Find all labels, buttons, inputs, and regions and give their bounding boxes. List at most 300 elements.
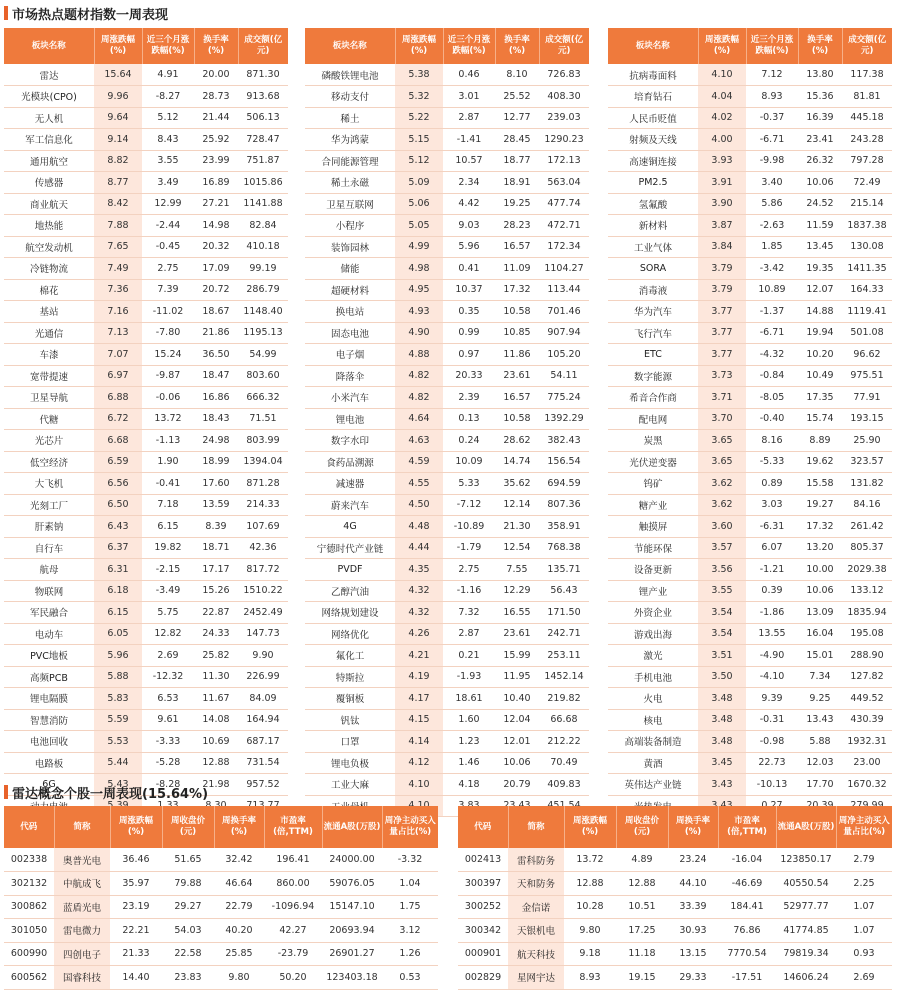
table-cell: 3.65 — [698, 451, 746, 473]
column-header: 板块名称 — [608, 28, 698, 64]
table-cell: 7770.54 — [718, 942, 776, 966]
table-cell: 20693.94 — [322, 919, 382, 943]
table-cell: 特斯拉 — [305, 666, 395, 688]
table-row — [608, 258, 892, 280]
table-cell: 9.18 — [564, 942, 616, 966]
table-cell: 123850.17 — [776, 848, 836, 872]
table-cell: 3.48 — [698, 688, 746, 710]
table-row — [608, 516, 892, 538]
table-cell: PM2.5 — [608, 172, 698, 194]
table-cell: 11.30 — [194, 666, 238, 688]
table-row — [305, 473, 589, 495]
table-cell: -16.04 — [718, 848, 776, 872]
table-cell: 25.52 — [495, 86, 539, 108]
table-header-row — [4, 28, 288, 64]
table-cell: 430.39 — [842, 709, 892, 731]
table-row — [4, 666, 288, 688]
table-cell: 26901.27 — [322, 942, 382, 966]
table-cell: 代糖 — [4, 408, 94, 430]
table-cell: 大飞机 — [4, 473, 94, 495]
table-cell: 731.54 — [238, 752, 288, 774]
column-header: 板块名称 — [305, 28, 395, 64]
table-cell: 数字能源 — [608, 365, 698, 387]
table-cell: 30.93 — [668, 919, 718, 943]
table-cell: 288.90 — [842, 645, 892, 667]
table-row — [4, 709, 288, 731]
table-cell: 3.48 — [698, 709, 746, 731]
table-cell: 3.87 — [698, 215, 746, 237]
table-cell: 4.10 — [698, 64, 746, 86]
column-header: 市盈率(倍,TTM) — [718, 806, 776, 848]
table-cell: 3.77 — [698, 344, 746, 366]
table-cell: -0.41 — [142, 473, 194, 495]
table-cell: 5.06 — [395, 193, 443, 215]
table-cell: 130.08 — [842, 236, 892, 258]
table-cell: 002413 — [458, 848, 508, 872]
table-cell: 19.25 — [495, 193, 539, 215]
table-cell: 501.08 — [842, 322, 892, 344]
table-cell: 15147.10 — [322, 895, 382, 919]
table-cell: 食药品溯源 — [305, 451, 395, 473]
table-cell: 12.77 — [495, 107, 539, 129]
table-cell: 航天科技 — [508, 942, 564, 966]
table-cell: 728.47 — [238, 129, 288, 151]
table-cell: 19.15 — [616, 966, 668, 990]
table-cell: ETC — [608, 344, 698, 366]
table-cell: -2.15 — [142, 559, 194, 581]
table-cell: 975.51 — [842, 365, 892, 387]
table-cell: 79819.34 — [776, 942, 836, 966]
table-cell: 20.32 — [194, 236, 238, 258]
table-cell: 7.39 — [142, 279, 194, 301]
table-cell: 光通信 — [4, 322, 94, 344]
table-cell: 26.32 — [798, 150, 842, 172]
table-cell: 358.91 — [539, 516, 589, 538]
table-cell: -8.27 — [142, 86, 194, 108]
table-cell: -3.49 — [142, 580, 194, 602]
table-cell: 2.79 — [836, 848, 892, 872]
table-cell: 7.32 — [443, 602, 495, 624]
table-cell: 3.48 — [698, 731, 746, 753]
table-cell: 15.58 — [798, 473, 842, 495]
table-cell: 3.45 — [698, 752, 746, 774]
table-cell: 797.28 — [842, 150, 892, 172]
table-cell: 4.88 — [395, 344, 443, 366]
table-row — [305, 258, 589, 280]
table-cell: 商业航天 — [4, 193, 94, 215]
column-header: 成交额(亿元) — [842, 28, 892, 64]
table-cell: 3.79 — [698, 258, 746, 280]
table-cell: 22.87 — [194, 602, 238, 624]
table-cell: 28.73 — [194, 86, 238, 108]
table-cell: 车漆 — [4, 344, 94, 366]
table-cell: 18.71 — [194, 537, 238, 559]
table-cell: 16.39 — [798, 107, 842, 129]
table-cell: 奥普光电 — [54, 848, 110, 872]
table-cell: 10.85 — [495, 322, 539, 344]
table-cell: 3.91 — [698, 172, 746, 194]
table-row — [608, 301, 892, 323]
table-cell: -1.21 — [746, 559, 798, 581]
table-cell: 913.68 — [238, 86, 288, 108]
section-title-text: 雷达概念个股一周表现(15.64%) — [12, 786, 209, 802]
table-cell: 9.14 — [94, 129, 142, 151]
column-header: 成交额(亿元) — [539, 28, 589, 64]
table-row — [305, 752, 589, 774]
table-cell: 28.62 — [495, 430, 539, 452]
table-cell: 4.32 — [395, 580, 443, 602]
table-cell: 3.84 — [698, 236, 746, 258]
table-cell: 8.93 — [564, 966, 616, 990]
table-cell: 3.03 — [746, 494, 798, 516]
table-cell: 天银机电 — [508, 919, 564, 943]
table-cell: 糖产业 — [608, 494, 698, 516]
table-cell: 6.43 — [94, 516, 142, 538]
table-cell: -9.98 — [746, 150, 798, 172]
table-cell: 24.98 — [194, 430, 238, 452]
table-cell: 11.86 — [495, 344, 539, 366]
table-cell: 新材料 — [608, 215, 698, 237]
table-cell: 1119.41 — [842, 301, 892, 323]
table-cell: 9.96 — [94, 86, 142, 108]
table-cell: 302132 — [4, 872, 54, 896]
table-row — [608, 387, 892, 409]
table-row — [608, 537, 892, 559]
section-title-sector-index — [4, 3, 168, 23]
table-cell: 3.49 — [142, 172, 194, 194]
table-row — [305, 301, 589, 323]
table-row — [608, 322, 892, 344]
table-cell: 12.03 — [798, 752, 842, 774]
column-header: 周换手率(%) — [214, 806, 264, 848]
table-cell: 12.14 — [495, 494, 539, 516]
table-cell: 小程序 — [305, 215, 395, 237]
table-cell: 0.97 — [443, 344, 495, 366]
table-cell: 7.13 — [94, 322, 142, 344]
table-row — [305, 774, 589, 796]
table-cell: 5.44 — [94, 752, 142, 774]
table-cell: 54.03 — [162, 919, 214, 943]
column-header: 近三个月涨跌幅(%) — [443, 28, 495, 64]
table-cell: 地热能 — [4, 215, 94, 237]
table-row — [4, 301, 288, 323]
table-cell: 7.07 — [94, 344, 142, 366]
table-cell: 飞行汽车 — [608, 322, 698, 344]
table-cell: 96.62 — [842, 344, 892, 366]
table-cell: 5.15 — [395, 129, 443, 151]
table-cell: 6.68 — [94, 430, 142, 452]
table-cell: 1.46 — [443, 752, 495, 774]
table-cell: 网络优化 — [305, 623, 395, 645]
table-cell: 17.25 — [616, 919, 668, 943]
table-cell: -4.32 — [746, 344, 798, 366]
table-cell: 196.41 — [264, 848, 322, 872]
table-cell: 4.17 — [395, 688, 443, 710]
table-cell: 10.09 — [443, 451, 495, 473]
table-cell: -11.02 — [142, 301, 194, 323]
table-cell: 8.39 — [194, 516, 238, 538]
table-cell: 7.16 — [94, 301, 142, 323]
table-cell: 1837.38 — [842, 215, 892, 237]
table-cell: -6.71 — [746, 129, 798, 151]
column-header: 周涨跌幅(%) — [698, 28, 746, 64]
table-cell: 14.40 — [110, 966, 162, 990]
table-cell: 1394.04 — [238, 451, 288, 473]
table-cell: 锂产业 — [608, 580, 698, 602]
table-cell: 3.77 — [698, 301, 746, 323]
table-cell: 472.71 — [539, 215, 589, 237]
table-cell: 10.49 — [798, 365, 842, 387]
table-cell: 5.88 — [798, 731, 842, 753]
table-cell: 宁德时代产业链 — [305, 537, 395, 559]
table-row — [4, 258, 288, 280]
column-header: 周涨跌幅(%) — [110, 806, 162, 848]
table-cell: 4.89 — [616, 848, 668, 872]
table-cell: 19.62 — [798, 451, 842, 473]
table-cell: 172.34 — [539, 236, 589, 258]
table-cell: 751.87 — [238, 150, 288, 172]
table-row — [4, 193, 288, 215]
table-cell: 164.94 — [238, 709, 288, 731]
table-cell: 16.04 — [798, 623, 842, 645]
table-cell: 军民融合 — [4, 602, 94, 624]
table-cell: 477.74 — [539, 193, 589, 215]
table-row — [608, 494, 892, 516]
table-cell: -2.44 — [142, 215, 194, 237]
table-cell: 11.18 — [616, 942, 668, 966]
table-cell: 40550.54 — [776, 872, 836, 896]
table-cell: 19.35 — [798, 258, 842, 280]
column-header: 板块名称 — [4, 28, 94, 64]
table-cell: 18.67 — [194, 301, 238, 323]
table-cell: 4.15 — [395, 709, 443, 731]
table-row — [4, 430, 288, 452]
table-cell: 激光 — [608, 645, 698, 667]
table-cell: 5.96 — [443, 236, 495, 258]
table-cell: 射频及天线 — [608, 129, 698, 151]
table-cell: 0.24 — [443, 430, 495, 452]
table-row — [608, 731, 892, 753]
table-cell: 20.72 — [194, 279, 238, 301]
column-header: 周收盘价(元) — [162, 806, 214, 848]
table-cell: 蓝盾光电 — [54, 895, 110, 919]
table-cell: 184.41 — [718, 895, 776, 919]
table-cell: 4.64 — [395, 408, 443, 430]
table-row — [608, 645, 892, 667]
section-title-radar-stocks — [4, 782, 208, 802]
table-cell: 宽带提速 — [4, 365, 94, 387]
table-cell: 70.49 — [539, 752, 589, 774]
table-cell: 12.88 — [194, 752, 238, 774]
table-cell: 9.03 — [443, 215, 495, 237]
table-cell: 7.55 — [495, 559, 539, 581]
table-row — [4, 872, 438, 896]
table-cell: 123403.18 — [322, 966, 382, 990]
table-cell: 1452.14 — [539, 666, 589, 688]
table-cell: -10.13 — [746, 774, 798, 796]
table-cell: 9.61 — [142, 709, 194, 731]
table-row — [608, 64, 892, 86]
table-cell: 172.13 — [539, 150, 589, 172]
table-cell: -23.79 — [264, 942, 322, 966]
table-row — [608, 107, 892, 129]
table-cell: 600990 — [4, 942, 54, 966]
table-cell: 29.33 — [668, 966, 718, 990]
table-cell: 10.69 — [194, 731, 238, 753]
table-cell: 稀土永磁 — [305, 172, 395, 194]
table-cell: 通用航空 — [4, 150, 94, 172]
table-cell: 14.74 — [495, 451, 539, 473]
table-cell: 807.36 — [539, 494, 589, 516]
table-cell: 9.39 — [746, 688, 798, 710]
table-row — [4, 408, 288, 430]
table-row — [4, 172, 288, 194]
table-cell: 18.99 — [194, 451, 238, 473]
table-cell: PVC地板 — [4, 645, 94, 667]
table-cell: 14606.24 — [776, 966, 836, 990]
table-cell: 506.13 — [238, 107, 288, 129]
table-cell: 装饰园林 — [305, 236, 395, 258]
table-cell: 5.22 — [395, 107, 443, 129]
table-cell: 13.09 — [798, 602, 842, 624]
table-cell: -8.05 — [746, 387, 798, 409]
table-cell: 小米汽车 — [305, 387, 395, 409]
table-row — [305, 666, 589, 688]
table-cell: 2.87 — [443, 107, 495, 129]
table-cell: 18.91 — [495, 172, 539, 194]
table-cell: -0.98 — [746, 731, 798, 753]
table-cell: 口罩 — [305, 731, 395, 753]
table-row — [305, 64, 589, 86]
table-cell: 17.35 — [798, 387, 842, 409]
table-cell: 15.74 — [798, 408, 842, 430]
table-cell: 5.96 — [94, 645, 142, 667]
table-cell: 445.18 — [842, 107, 892, 129]
table-cell: 15.24 — [142, 344, 194, 366]
table-cell: 12.04 — [495, 709, 539, 731]
table-row — [305, 408, 589, 430]
table-row — [305, 709, 589, 731]
table-cell: 323.57 — [842, 451, 892, 473]
table-cell: 电子烟 — [305, 344, 395, 366]
column-header: 周涨跌幅(%) — [564, 806, 616, 848]
table-cell: 25.90 — [842, 430, 892, 452]
table-cell: 四创电子 — [54, 942, 110, 966]
table-cell: 0.89 — [746, 473, 798, 495]
table-cell: 23.19 — [110, 895, 162, 919]
table-cell: 219.82 — [539, 688, 589, 710]
table-cell: 23.00 — [842, 752, 892, 774]
table-cell: 666.32 — [238, 387, 288, 409]
table-cell: 18.61 — [443, 688, 495, 710]
table-cell: 15.64 — [94, 64, 142, 86]
table-cell: 25.82 — [194, 645, 238, 667]
table-cell: 1141.88 — [238, 193, 288, 215]
table-cell: 蔚来汽车 — [305, 494, 395, 516]
table-cell: 5.09 — [395, 172, 443, 194]
table-row — [458, 872, 892, 896]
table-cell: -46.69 — [718, 872, 776, 896]
table-cell: -0.37 — [746, 107, 798, 129]
table-cell: -1096.94 — [264, 895, 322, 919]
table-cell: 4.63 — [395, 430, 443, 452]
table-row — [305, 559, 589, 581]
table-cell: 12.54 — [495, 537, 539, 559]
table-cell: 网络规划建设 — [305, 602, 395, 624]
table-cell: 17.60 — [194, 473, 238, 495]
table-cell: 储能 — [305, 258, 395, 280]
table-cell: 817.72 — [238, 559, 288, 581]
table-cell: 3.56 — [698, 559, 746, 581]
table-cell: 3.43 — [698, 774, 746, 796]
table-cell: 6.88 — [94, 387, 142, 409]
table-cell: -12.32 — [142, 666, 194, 688]
table-cell: 4.12 — [395, 752, 443, 774]
table-header-row — [4, 806, 438, 848]
table-cell: 13.15 — [668, 942, 718, 966]
column-header: 换手率(%) — [798, 28, 842, 64]
table-cell: 107.69 — [238, 516, 288, 538]
column-header: 成交额(亿元) — [238, 28, 288, 64]
table-cell: 6G — [4, 774, 94, 796]
table-cell: 215.14 — [842, 193, 892, 215]
table-cell: 768.38 — [539, 537, 589, 559]
table-cell: 覆铜板 — [305, 688, 395, 710]
table-row — [608, 215, 892, 237]
table-row — [305, 193, 589, 215]
table-cell: 4.98 — [395, 258, 443, 280]
table-cell: 22.21 — [110, 919, 162, 943]
table-cell: 23.24 — [668, 848, 718, 872]
table-cell: 803.60 — [238, 365, 288, 387]
table-cell: 18.47 — [194, 365, 238, 387]
table-row — [305, 365, 589, 387]
table-cell: 99.19 — [238, 258, 288, 280]
table-cell: -17.51 — [718, 966, 776, 990]
table-cell: 5.88 — [94, 666, 142, 688]
table-cell: 超硬材料 — [305, 279, 395, 301]
table-cell: 54.99 — [238, 344, 288, 366]
table-cell: 42.36 — [238, 537, 288, 559]
column-header: 市盈率(倍,TTM) — [264, 806, 322, 848]
table-cell: 5.83 — [94, 688, 142, 710]
table-row — [608, 623, 892, 645]
table-cell: 36.50 — [194, 344, 238, 366]
table-cell: 11.95 — [495, 666, 539, 688]
table-cell: 10.00 — [798, 559, 842, 581]
table-cell: 1290.23 — [539, 129, 589, 151]
table-cell: 156.54 — [539, 451, 589, 473]
table-row — [4, 942, 438, 966]
table-cell: 3.57 — [698, 537, 746, 559]
table-cell: -1.79 — [443, 537, 495, 559]
table-cell: 193.15 — [842, 408, 892, 430]
table-row — [305, 731, 589, 753]
table-cell: 775.24 — [539, 387, 589, 409]
table-cell: -5.28 — [142, 752, 194, 774]
table-cell: -5.33 — [746, 451, 798, 473]
table-cell: -3.33 — [142, 731, 194, 753]
table-cell: 50.20 — [264, 966, 322, 990]
table-cell: 300862 — [4, 895, 54, 919]
table-cell: 6.53 — [142, 688, 194, 710]
table-cell: 6.05 — [94, 623, 142, 645]
table-cell: 79.88 — [162, 872, 214, 896]
table-row — [305, 129, 589, 151]
table-cell: 7.18 — [142, 494, 194, 516]
table-cell: 棉花 — [4, 279, 94, 301]
table-cell: 300342 — [458, 919, 508, 943]
